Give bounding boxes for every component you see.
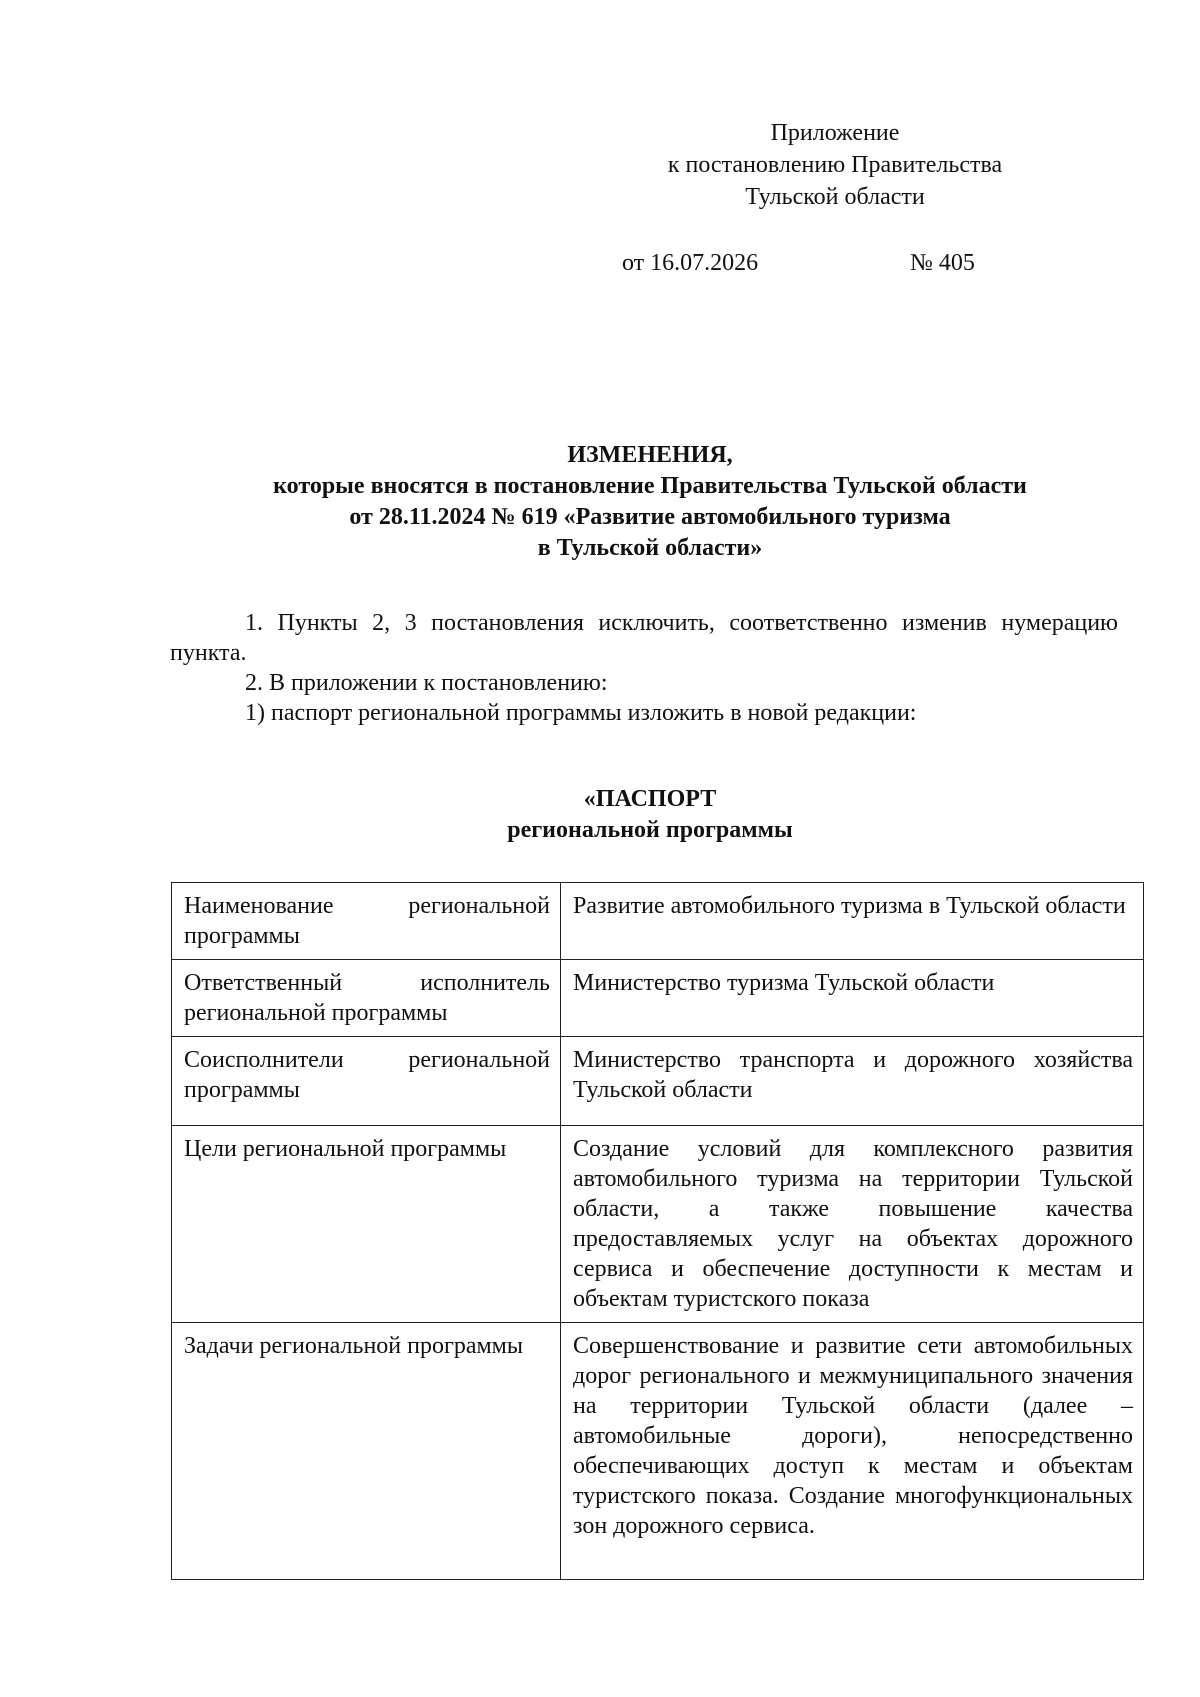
attachment-number: № 405 (910, 250, 975, 276)
row-value: Создание условий для комплексного развития автомобильного туризма на территории Тульской области, а также повышение качества предоставляемых услуг на объектах дорожного сервиса и обеспечение доступности к местам и объектам туристского показа (561, 1126, 1144, 1323)
attachment-line-3: Тульской области (745, 184, 925, 210)
row-value: Развитие автомобильного туризма в Тульской области (561, 883, 1144, 960)
row-label: Ответственный исполнитель региональной программы (172, 960, 561, 1037)
table-row (172, 1037, 1144, 1126)
row-label: Задачи региональной программы (172, 1323, 561, 1580)
passport-table (171, 882, 1144, 1580)
title-line-2: которые вносятся в постановление Правительства Тульской области (273, 473, 1027, 499)
row-label: Наименование региональной программы (172, 883, 561, 960)
passport-title-line-1: «ПАСПОРТ (583, 786, 717, 812)
row-value: Министерство транспорта и дорожного хозяйства Тульской области (561, 1037, 1144, 1126)
paragraph-3: 1) паспорт региональной программы изложить в новой редакции: (245, 700, 917, 726)
passport-heading (160, 784, 1140, 846)
title-line-3: от 28.11.2024 № 619 «Развитие автомобильного туризма (349, 504, 951, 530)
table-row (172, 960, 1144, 1037)
title-line-4: в Тульской области» (537, 535, 763, 561)
table-row (172, 883, 1144, 960)
attachment-header (600, 118, 1070, 214)
attachment-line-1: Приложение (770, 120, 900, 146)
row-value: Министерство туризма Тульской области (561, 960, 1144, 1037)
paragraph-2: 2. В приложении к постановлению: (245, 670, 608, 696)
row-value: Совершенствование и развитие сети автомобильных дорог регионального и межмуниципального значения на территории Тульской области (далее – автомобильные дороги), непосредственно обеспечивающих доступ к местам и объектам туристского показа. Создание многофункциональных зон дорожного сервиса. (561, 1323, 1144, 1580)
attachment-line-2: к постановлению Правительства (667, 152, 1003, 178)
document-title (160, 440, 1140, 564)
paragraph-1: 1. Пункты 2, 3 постановления исключить, соответственно изменив нумерацию пункта. (170, 610, 1118, 666)
table-row (172, 1126, 1144, 1323)
table-row (172, 1323, 1144, 1580)
title-line-1: ИЗМЕНЕНИЯ, (567, 442, 733, 468)
passport-title-line-2: региональной программы (507, 817, 793, 843)
attachment-date: от 16.07.2026 (622, 250, 759, 276)
body-paragraphs (170, 608, 1118, 728)
row-label: Соисполнители региональной программы (172, 1037, 561, 1126)
row-label: Цели региональной программы (172, 1126, 561, 1323)
